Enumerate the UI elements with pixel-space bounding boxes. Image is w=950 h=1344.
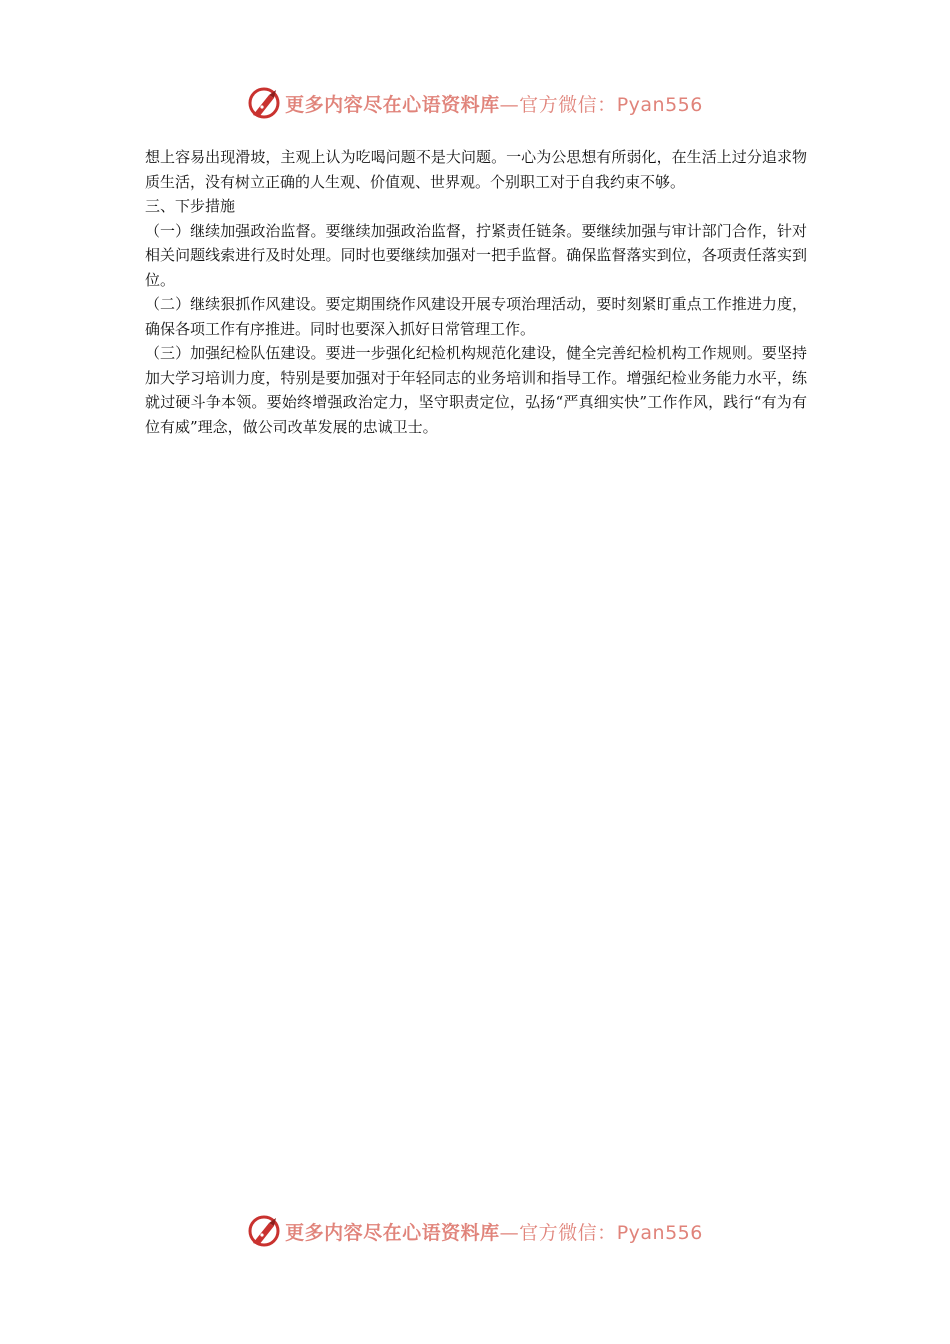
footer-dash: — bbox=[499, 1221, 520, 1244]
header-banner-text bbox=[285, 90, 703, 117]
footer-wechat-label: 官方微信： bbox=[519, 1221, 617, 1244]
paragraph-continuation: 想上容易出现滑坡，主观上认为吃喝问题不是大问题。一心为公思想有所弱化，在生活上过分追求物质生活，没有树立正确的人生观、价值观、世界观。个别职工对于自我约束不够。 bbox=[145, 148, 807, 191]
paragraph-item-2: （二）继续狠抓作风建设。要定期围绕作风建设开展专项治理活动，要时刻紧盯重点工作推进力度，确保各项工作有序推进。同时也要深入抓好日常管理工作。 bbox=[145, 295, 807, 338]
footer-banner-text bbox=[285, 1218, 703, 1245]
document-body bbox=[145, 145, 807, 439]
footer-brand-text: 更多内容尽在心语资料库 bbox=[285, 1221, 500, 1244]
header-wechat-id: Pyan556 bbox=[616, 93, 703, 116]
header-banner bbox=[0, 83, 950, 123]
pen-nib-logo-icon bbox=[247, 1214, 281, 1248]
section-heading-next-steps: 三、下步措施 bbox=[145, 197, 236, 215]
header-wechat-label: 官方微信： bbox=[519, 93, 617, 116]
header-brand-text: 更多内容尽在心语资料库 bbox=[285, 93, 500, 116]
footer-banner bbox=[0, 1211, 950, 1251]
header-dash: — bbox=[499, 93, 520, 116]
pen-nib-logo-icon bbox=[247, 86, 281, 120]
paragraph-item-3: （三）加强纪检队伍建设。要进一步强化纪检机构规范化建设，健全完善纪检机构工作规则。要坚持加大学习培训力度，特别是要加强对于年轻同志的业务培训和指导工作。增强纪检业务能力水平，练就过硬斗争本领。要始终增强政治定力，坚守职责定位，弘扬“严真细实快”工作作风，践行“有为有位有威”理念，做公司改革发展的忠诚卫士。 bbox=[145, 344, 807, 436]
paragraph-item-1: （一）继续加强政治监督。要继续加强政治监督，拧紧责任链条。要继续加强与审计部门合作，针对相关问题线索进行及时处理。同时也要继续加强对一把手监督。确保监督落实到位，各项责任落实到位。 bbox=[145, 221, 807, 289]
footer-wechat-id: Pyan556 bbox=[616, 1221, 703, 1244]
